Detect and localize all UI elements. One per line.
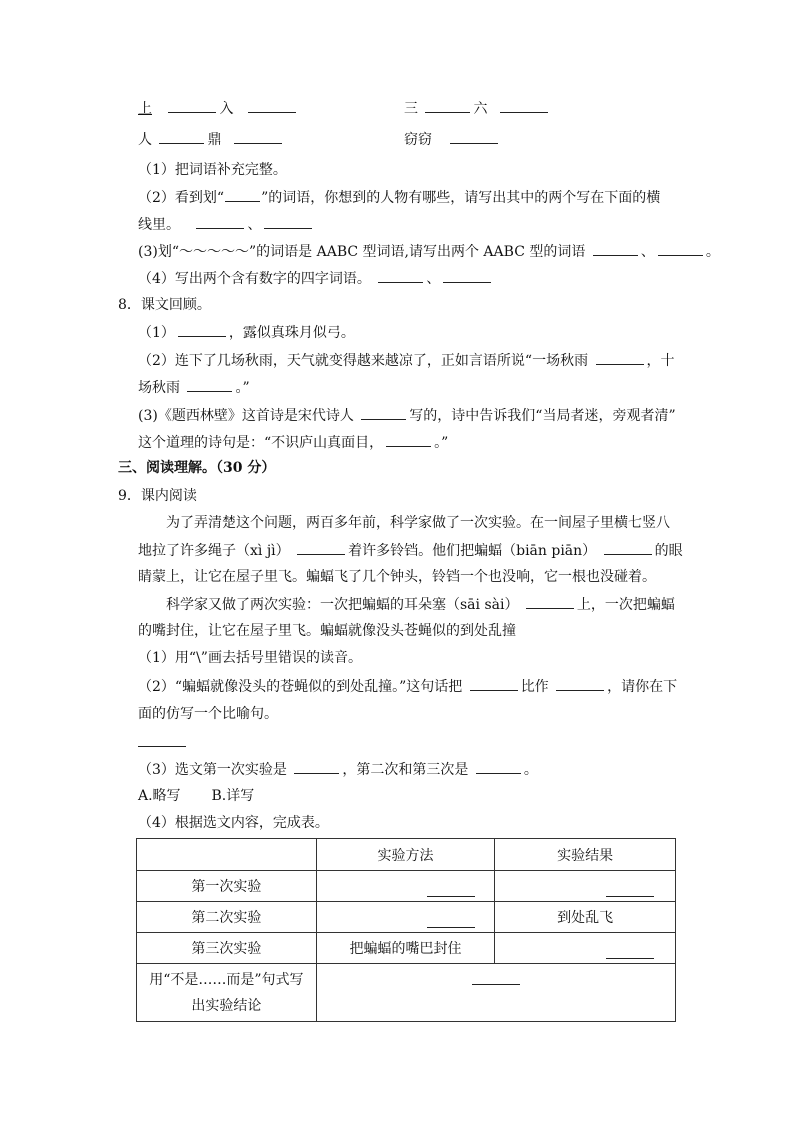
experiment-table	[136, 838, 676, 1022]
table-row	[137, 871, 676, 902]
answer-blank[interactable]	[470, 676, 518, 691]
q8-sub2-cont	[138, 377, 250, 398]
answer-blank[interactable]	[450, 129, 498, 144]
word-char: 上	[138, 101, 152, 117]
option-b[interactable]: B.详写	[211, 788, 255, 804]
answer-blank[interactable]	[604, 540, 652, 555]
word-char: 三	[404, 101, 418, 117]
table-header-result: 实验结果	[495, 839, 676, 871]
section-heading: 三、阅读理解。（30 分）	[118, 460, 276, 476]
q7-sub2	[138, 187, 660, 208]
passage-text: 着许多铃铛。他们把蝙蝠（biān piān）	[348, 543, 597, 559]
answer-blank[interactable]	[606, 944, 654, 959]
passage-line	[138, 540, 683, 561]
answer-blank[interactable]	[168, 98, 216, 113]
row-label: 第二次实验	[137, 902, 317, 933]
result-cell: 到处乱飞	[495, 902, 676, 933]
answer-cell[interactable]	[495, 933, 676, 964]
passage-text: 的眼	[654, 543, 683, 559]
passage-text: 科学家又做了两次实验：一次把蝙蝠的耳朵塞（sāi sài）	[166, 597, 519, 613]
answer-blank[interactable]	[248, 98, 296, 113]
q8-title: 8．课文回顾。	[118, 297, 211, 313]
answer-blank[interactable]	[196, 214, 244, 229]
q8-sub1-text: （1）	[138, 325, 175, 341]
q8-sub3-text: 写的，诗中告诉我们“当局者迷，旁观者清”	[409, 408, 676, 424]
answer-blank[interactable]	[297, 540, 345, 555]
answer-cell[interactable]	[316, 964, 675, 1022]
q8-sub3-cont	[138, 432, 448, 453]
answer-blank[interactable]	[178, 322, 226, 337]
answer-blank[interactable]	[427, 882, 475, 897]
answer-cell[interactable]	[316, 902, 495, 933]
table-row	[137, 902, 676, 933]
answer-blank[interactable]	[138, 732, 186, 747]
answer-blank[interactable]	[443, 268, 491, 283]
row-label: 第三次实验	[137, 933, 317, 964]
answer-cell[interactable]	[316, 871, 495, 902]
answer-blank[interactable]	[593, 241, 638, 256]
answer-blank[interactable]	[427, 913, 475, 928]
q8-sub2	[138, 350, 675, 371]
q9-title: 9．课内阅读	[118, 488, 197, 504]
q8-sub2-text: ，十	[646, 353, 675, 369]
q7-sub2-text: 线里。	[138, 217, 180, 233]
q7-sub3-text: (3)划“～～～～～”的词语是 AABC 型词语,请写出两个 AABC 型的词语	[138, 244, 586, 260]
row-label-line: 出实验结论	[191, 997, 262, 1014]
q8-sub3-text: 。”	[434, 435, 449, 451]
answer-blank[interactable]	[500, 98, 548, 113]
passage-line	[166, 594, 675, 615]
word-char: 六	[473, 101, 488, 117]
q8-sub3-text: (3)《题西林壁》这首诗是宋代诗人	[138, 408, 354, 424]
method-cell: 把蝙蝠的嘴巴封住	[316, 933, 495, 964]
q7-sub2-cont	[138, 214, 315, 235]
word-char: 人	[138, 132, 152, 148]
q7-sub2-text: ”的词语，你想到的人物有哪些，请写出其中的两个写在下面的横	[261, 190, 661, 206]
q8-sub1-text: ，露似真珠月似弓。	[228, 325, 355, 341]
q9-sub2-text: ，请你在下	[607, 679, 678, 695]
q9-sub2-text: （2）“蝙蝠就像没头的苍蝇似的到处乱撞。”这句话把	[138, 679, 463, 695]
answer-blank[interactable]	[658, 241, 703, 256]
q9-sub3-text: （3）选文第一次实验是	[138, 762, 287, 778]
passage-line: 睛蒙上，让它在屋子里飞。蝙蝠飞了几个钟头，铃铛一个也没响，它一根也没碰着。	[138, 569, 656, 585]
q8-sub3-text: 这个道理的诗句是：“不识庐山真面目，	[138, 435, 384, 451]
passage-text: 地拉了许多绳子（xì jì）	[138, 543, 290, 559]
separator: 、	[640, 244, 655, 260]
answer-blank[interactable]	[596, 350, 644, 365]
q8-sub3	[138, 405, 676, 426]
separator: 、	[247, 217, 262, 233]
answer-blank[interactable]	[472, 970, 520, 985]
separator: 、	[426, 271, 441, 287]
word-char: 窃窃	[404, 132, 432, 148]
row-label-line: 用“不是……而是”句式写	[149, 971, 304, 988]
q9-sub2-text: 比作	[520, 679, 549, 695]
q7-sub1: （1）把词语补充完整。	[138, 162, 287, 178]
word-row-2-left	[138, 129, 285, 150]
answer-blank[interactable]	[386, 432, 431, 447]
q9-sub3	[138, 759, 538, 780]
q9-sub2-answer	[138, 732, 186, 753]
q7-sub4-text: （4）写出两个含有数字的四字词语。	[138, 271, 371, 287]
answer-blank[interactable]	[294, 759, 339, 774]
word-char: 入	[219, 101, 234, 117]
answer-blank[interactable]	[234, 129, 282, 144]
table-cell	[137, 839, 317, 871]
table-header-method: 实验方法	[316, 839, 495, 871]
row-label: 第一次实验	[137, 871, 317, 902]
word-row-1-right	[404, 98, 551, 119]
q8-sub1	[138, 322, 355, 343]
answer-blank[interactable]	[225, 187, 260, 202]
q8-sub2-text: （2）连下了几场秋雨，天气就变得越来越凉了，正如言语所说“一场秋雨	[138, 353, 589, 369]
answer-blank[interactable]	[606, 882, 654, 897]
q9-sub2-cont: 面的仿写一个比喻句。	[138, 706, 278, 722]
answer-blank[interactable]	[526, 594, 574, 609]
answer-blank[interactable]	[425, 98, 470, 113]
answer-blank[interactable]	[378, 268, 423, 283]
table-header-row	[137, 839, 676, 871]
row-label	[137, 964, 317, 1022]
q9-sub4: （4）根据选文内容，完成表。	[138, 815, 329, 831]
q9-sub2	[138, 676, 677, 697]
answer-blank[interactable]	[264, 214, 312, 229]
q8-sub2-text: 。”	[235, 380, 250, 396]
answer-blank[interactable]	[361, 405, 406, 420]
table-row	[137, 964, 676, 1022]
q8-sub2-text: 场秋雨	[138, 380, 180, 396]
q9-sub3-text: ，第二次和第三次是	[342, 762, 469, 778]
q7-sub4	[138, 268, 494, 289]
q7-sub2-text: （2）看到划“	[138, 190, 225, 206]
answer-blank[interactable]	[476, 759, 521, 774]
answer-blank[interactable]	[159, 129, 204, 144]
q9-sub3-text: 。	[523, 762, 538, 778]
q9-sub1: （1）用“\”画去括号里错误的读音。	[138, 650, 362, 666]
q9-options	[138, 786, 254, 806]
answer-blank[interactable]	[187, 377, 232, 392]
passage-text: 上，一次把蝙蝠	[576, 597, 675, 613]
word-row-1-left	[138, 98, 299, 119]
passage-line: 的嘴封住，让它在屋子里飞。蝙蝠就像没头苍蝇似的到处乱撞	[138, 623, 516, 639]
period: 。	[705, 244, 720, 260]
passage-line: 为了弄清楚这个问题，两百多年前，科学家做了一次实验。在一间屋子里横七竖八	[166, 515, 670, 531]
table-row	[137, 933, 676, 964]
word-char: 鼎	[207, 132, 222, 148]
answer-blank[interactable]	[556, 676, 604, 691]
word-row-2-right	[404, 129, 501, 150]
option-a[interactable]: A.略写	[138, 788, 181, 804]
q7-sub3	[138, 241, 720, 262]
answer-cell[interactable]	[495, 871, 676, 902]
